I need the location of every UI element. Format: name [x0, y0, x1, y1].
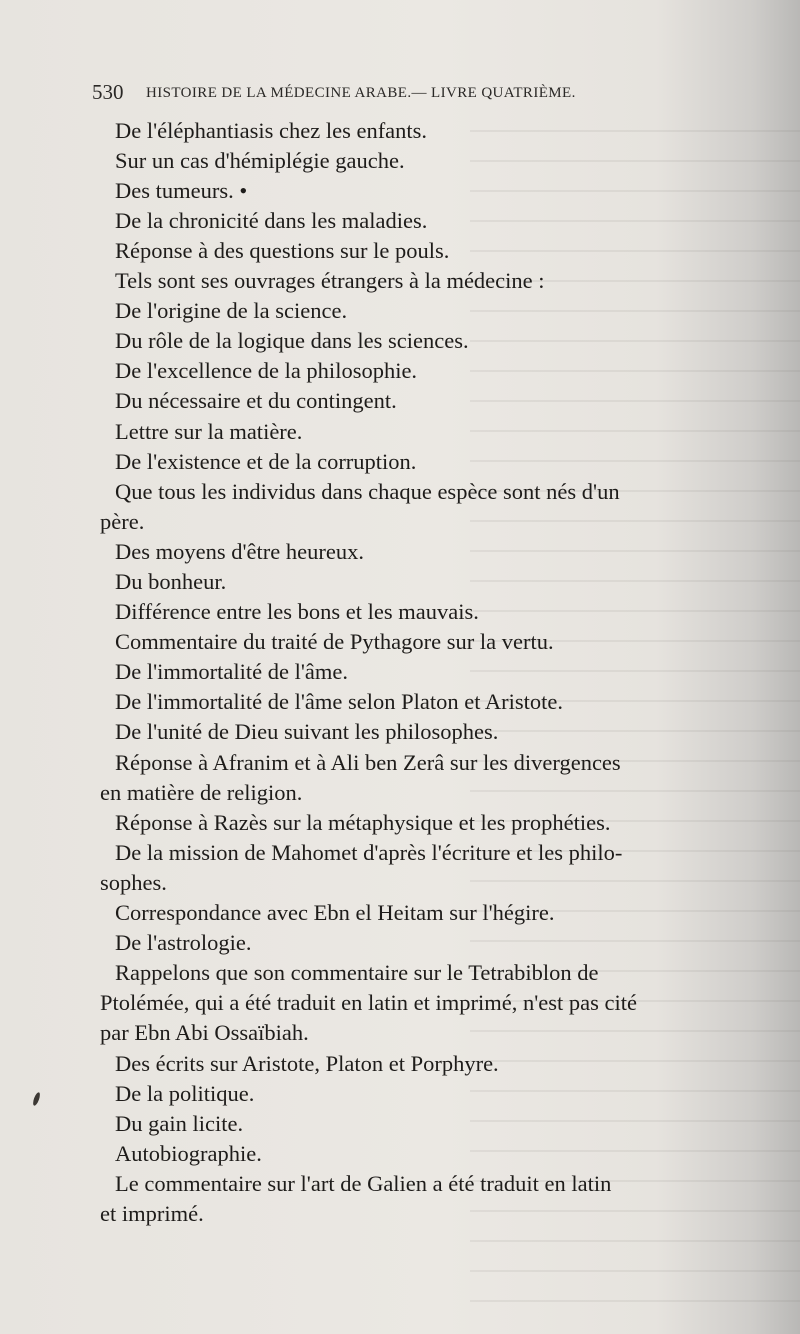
text-line: et imprimé. — [100, 1201, 204, 1226]
ink-spot — [32, 1092, 41, 1107]
text-line: De l'immortalité de l'âme selon Platon et Aristote. — [115, 689, 564, 714]
text-line: Ptolémée, qui a été traduit en latin et imprimé, n'est pas cité — [100, 990, 638, 1015]
text-line: Des écrits sur Aristote, Platon et Porphyre. — [115, 1051, 499, 1076]
text-line: De la mission de Mahomet d'après l'écriture et les philo- — [115, 840, 623, 865]
text-line: par Ebn Abi Ossaïbiah. — [100, 1020, 309, 1045]
text-line: Du bonheur. — [115, 569, 227, 594]
text-line: Le commentaire sur l'art de Galien a été traduit en latin — [115, 1171, 612, 1196]
text-line: Lettre sur la matière. — [115, 419, 303, 444]
page-header — [92, 80, 702, 104]
text-line: sophes. — [100, 870, 167, 895]
running-head: HISTOIRE DE LA MÉDECINE ARABE.— LIVRE QUATRIÈME. — [146, 85, 576, 101]
text-line: De l'astrologie. — [115, 930, 252, 955]
text-line: Rappelons que son commentaire sur le Tetrabiblon de — [115, 960, 599, 985]
text-line: Du gain licite. — [115, 1111, 244, 1136]
text-line: Du nécessaire et du contingent. — [115, 388, 397, 413]
text-line: Tels sont ses ouvrages étrangers à la médecine : — [115, 268, 545, 293]
text-line: De la politique. — [115, 1081, 255, 1106]
text-line: Commentaire du traité de Pythagore sur la vertu. — [115, 629, 554, 654]
text-line: De l'immortalité de l'âme. — [115, 659, 349, 684]
text-line: Que tous les individus dans chaque espèce sont nés d'un — [115, 479, 620, 504]
text-line: Du rôle de la logique dans les sciences. — [115, 328, 469, 353]
text-line: De la chronicité dans les maladies. — [115, 208, 428, 233]
text-line: De l'unité de Dieu suivant les philosophes. — [115, 719, 499, 744]
text-line: Réponse à des questions sur le pouls. — [115, 238, 450, 263]
text-line: De l'éléphantiasis chez les enfants. — [115, 118, 428, 143]
text-line: Réponse à Afranim et à Ali ben Zerâ sur les divergences — [115, 750, 621, 775]
text-line: Autobiographie. — [115, 1141, 262, 1166]
page-number: 530 — [92, 80, 124, 104]
text-line: en matière de religion. — [100, 780, 303, 805]
text-line: Des tumeurs. • — [115, 178, 248, 203]
text-line: père. — [100, 509, 145, 534]
text-line: De l'origine de la science. — [115, 298, 348, 323]
text-line: De l'existence et de la corruption. — [115, 449, 417, 474]
text-line: Sur un cas d'hémiplégie gauche. — [115, 148, 405, 173]
text-line: Des moyens d'être heureux. — [115, 539, 364, 564]
text-line: Différence entre les bons et les mauvais. — [115, 599, 479, 624]
text-line: De l'excellence de la philosophie. — [115, 358, 418, 383]
text-line: Réponse à Razès sur la métaphysique et les prophéties. — [115, 810, 611, 835]
text-line: Correspondance avec Ebn el Heitam sur l'hégire. — [115, 900, 555, 925]
